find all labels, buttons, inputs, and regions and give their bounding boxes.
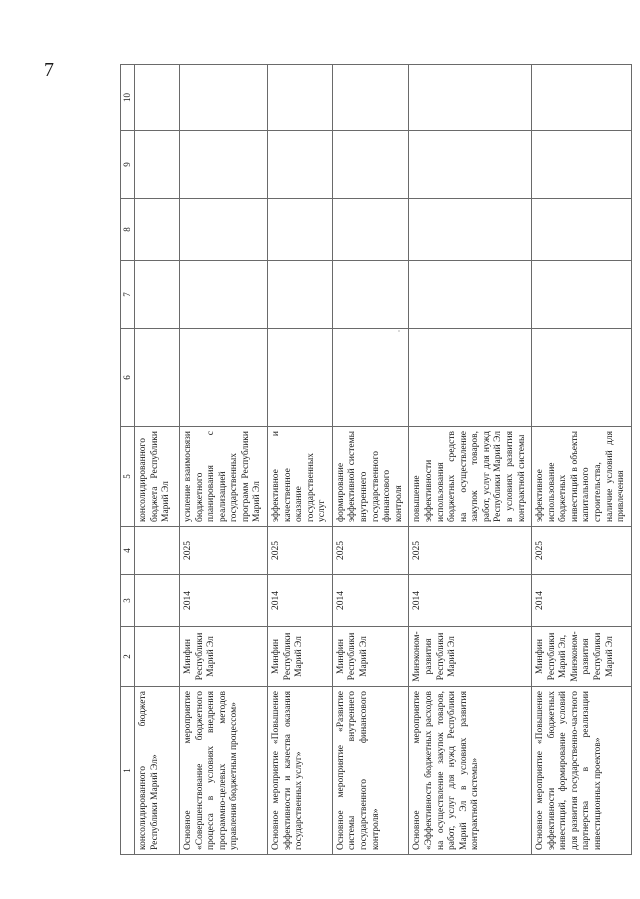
- activities-table: [120, 64, 632, 855]
- table-row: [409, 65, 532, 855]
- header-cell: 9: [121, 131, 135, 199]
- start-year-cell: [134, 575, 179, 627]
- page-number: 7: [44, 59, 54, 81]
- empty-cell: [332, 199, 408, 261]
- empty-cell: [332, 131, 408, 199]
- empty-cell: [409, 261, 532, 329]
- header-cell: 4: [121, 527, 135, 575]
- expected-result-cell: усиление взаимосвязи бюджетного планирования с реализацией государственных программ Республики Марий Эл: [179, 427, 267, 527]
- start-year-cell: 2014: [179, 575, 267, 627]
- empty-cell: [532, 65, 632, 131]
- header-cell: 10: [121, 65, 135, 131]
- empty-cell: [532, 261, 632, 329]
- empty-cell: [134, 329, 179, 427]
- header-cell: 8: [121, 199, 135, 261]
- end-year-cell: 2025: [268, 527, 333, 575]
- empty-cell: [179, 329, 267, 427]
- empty-cell: [332, 65, 408, 131]
- table-row: [179, 65, 267, 855]
- empty-cell: [409, 131, 532, 199]
- table-row: [134, 65, 179, 855]
- executor-cell: Минфин Республики Марий Эл, Минэконом-развития Республики Марий Эл: [532, 627, 632, 687]
- empty-cell: [332, 329, 408, 427]
- header-cell: 1: [121, 687, 135, 855]
- header-cell: 3: [121, 575, 135, 627]
- executor-cell: Минфин Республики Марий Эл: [179, 627, 267, 687]
- start-year-cell: 2014: [268, 575, 333, 627]
- empty-cell: [268, 199, 333, 261]
- executor-cell: [134, 627, 179, 687]
- expected-result-cell: эффективное и качественное оказание государственных услуг: [268, 427, 333, 527]
- start-year-cell: 2014: [332, 575, 408, 627]
- empty-cell: [268, 131, 333, 199]
- start-year-cell: 2014: [409, 575, 532, 627]
- activity-name-cell: консолидированного бюджета Республики Марий Эл»: [134, 687, 179, 855]
- empty-cell: [268, 261, 333, 329]
- header-cell: 7: [121, 261, 135, 329]
- activity-name-cell: Основное мероприятие «Эффективность бюджетных расходов на осуществление закупок товаров, работ, услуг для нужд Республики Марий Эл в условиях развития контрактной системы»: [409, 687, 532, 855]
- header-cell: 6: [121, 329, 135, 427]
- end-year-cell: 2025: [532, 527, 632, 575]
- empty-cell: [409, 199, 532, 261]
- empty-cell: [268, 329, 333, 427]
- empty-cell: [134, 131, 179, 199]
- end-year-cell: 2025: [179, 527, 267, 575]
- empty-cell: [134, 261, 179, 329]
- empty-cell: [134, 199, 179, 261]
- empty-cell: [179, 261, 267, 329]
- table-row: [532, 65, 632, 855]
- start-year-cell: 2014: [532, 575, 632, 627]
- empty-cell: [332, 261, 408, 329]
- end-year-cell: 2025: [332, 527, 408, 575]
- header-row: [121, 65, 135, 855]
- expected-result-cell: повышение эффективности использования бюджетных средств на осуществление закупок товаров, работ, услуг для нужд Республики Марий Эл в условиях развития контрактной системы: [409, 427, 532, 527]
- empty-cell: [179, 131, 267, 199]
- executor-cell: Минфин Республики Марий Эл: [268, 627, 333, 687]
- empty-cell: [532, 329, 632, 427]
- executor-cell: Минэконом-развития Республики Марий Эл: [409, 627, 532, 687]
- expected-result-cell: формирование эффективной системы внутреннего государственного финансового контроля: [332, 427, 408, 527]
- rotated-table-wrapper: [120, 65, 632, 855]
- empty-cell: [409, 329, 532, 427]
- empty-cell: [532, 199, 632, 261]
- empty-cell: [179, 65, 267, 131]
- header-cell: 5: [121, 427, 135, 527]
- executor-cell: Минфин Республики Марий Эл: [332, 627, 408, 687]
- header-cell: 2: [121, 627, 135, 687]
- table-row: [268, 65, 333, 855]
- end-year-cell: [134, 527, 179, 575]
- table-row: [332, 65, 408, 855]
- empty-cell: [179, 199, 267, 261]
- empty-cell: [409, 65, 532, 131]
- end-year-cell: 2025: [409, 527, 532, 575]
- empty-cell: [134, 65, 179, 131]
- empty-cell: [268, 65, 333, 131]
- expected-result-cell: эффективное использование бюджетных инвестиций в объекты капитального строительства, наличие условий для привлечения: [532, 427, 632, 527]
- activity-name-cell: Основное мероприятие «Совершенствование бюджетного процесса в условиях внедрения программно-целевых методов управления бюджетным процессом»: [179, 687, 267, 855]
- activity-name-cell: Основное мероприятие «Развитие системы внутреннего государственного финансового контроля»: [332, 687, 408, 855]
- activity-name-cell: Основное мероприятие «Повышение эффективности бюджетных инвестиций, формирование условий для развития государственно-частного партнерства в реализации инвестиционных проектов»: [532, 687, 632, 855]
- expected-result-cell: консолидированного бюджета Республики Марий Эл: [134, 427, 179, 527]
- activity-name-cell: Основное мероприятие «Повышение эффективности и качества оказания государственных услуг»: [268, 687, 333, 855]
- empty-cell: [532, 131, 632, 199]
